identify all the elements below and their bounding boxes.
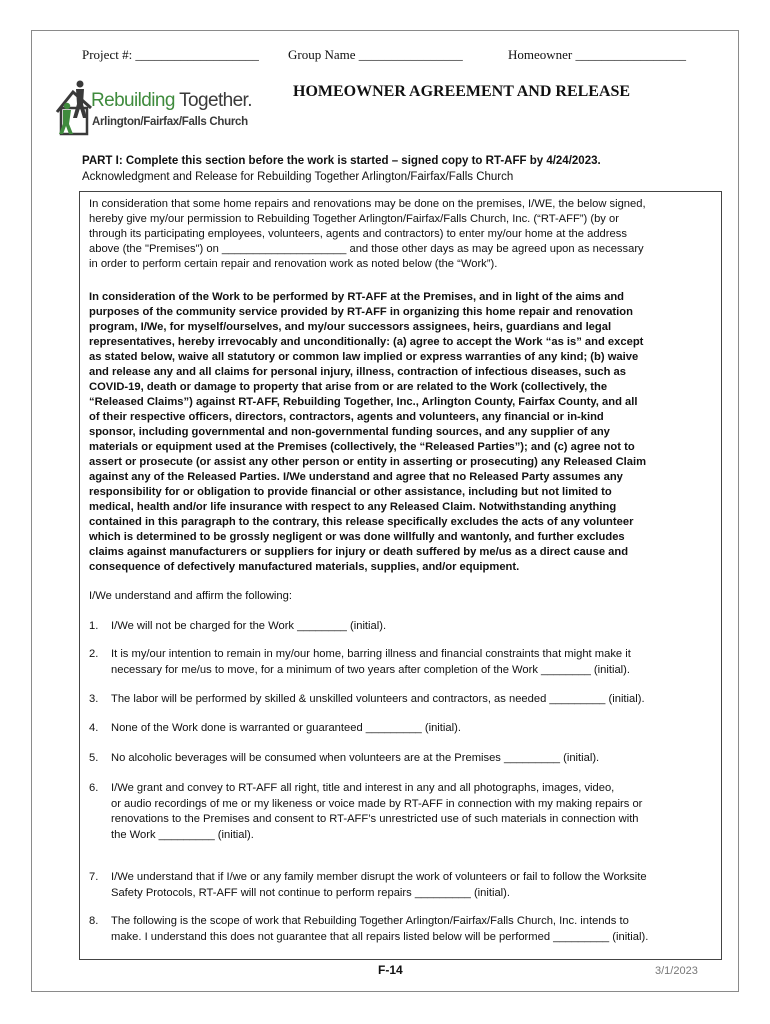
part1-subheading: Acknowledgment and Release for Rebuilding Together Arlington/Fairfax/Falls Church [82,171,514,183]
intro-line: through its participating employees, volunteers, agents and contractors) to enter my/our home at the address [89,228,627,240]
release-line: In consideration of the Work to be performed by RT-AFF at the Premises, and in light of the aims and [89,291,624,303]
form-code: F-14 [378,963,403,977]
item-text: I/We grant and convey to RT-AFF all right, title and interest in any and all photographs, images, video, [111,782,615,794]
release-paragraph [89,290,717,575]
release-line: materials or equipment used at the Premises (collectively, the “Released Parties”); and (c) agree not to [89,441,635,453]
item-number: 4. [89,722,99,734]
item-number: 2. [89,648,99,660]
item-text: the Work _________ (initial). [111,828,254,841]
item-text: No alcoholic beverages will be consumed when volunteers are at the Premises _________ (initial). [111,752,600,764]
release-line: assert or prosecute (or assist any other person or entity in asserting or prosecuting) any Released Claim [89,456,647,468]
release-line: which is determined to be grossly negligent or was done willfully and wantonly, and further excludes [89,531,625,543]
item-text: renovations to the Premises and consent to RT-AFF’s unrestricted use of such materials in connection with [111,813,639,825]
release-line: medical, health and/or life insurance with respect to any Released Claim. Notwithstanding anything [89,501,617,513]
release-line: of their respective officers, directors, contractors, agents and volunteers, any financial or in-kind [89,411,604,423]
item-text: The labor will be performed by skilled & unskilled volunteers and contractors, as needed _________ (initial). [111,693,645,705]
logo-word-rebuilding: Rebuilding [91,90,175,111]
item-text: Safety Protocols, RT-AFF will not continue to perform repairs _________ (initial). [111,886,510,899]
item-number: 5. [89,752,99,764]
release-line: representatives, hereby irrevocably and unconditionally: (a) agree to accept the Work “as is” and except [89,336,644,348]
item-number: 1. [89,620,99,632]
intro-line: above (the "Premises") on ____________________ and those other days as may be agreed upon as necessary [89,243,644,255]
item-text: I/We understand that if I/we or any family member disrupt the work of volunteers or fail to follow the Worksite [111,871,647,883]
item-text: make. I understand this does not guarantee that all repairs listed below will be performed _________ (initial). [111,930,649,943]
item-text: The following is the scope of work that Rebuilding Together Arlington/Fairfax/Falls Church, Inc. intends to [111,915,629,927]
intro-line: In consideration that some home repairs and renovations may be done on the premises, I/WE, the below signed, [89,198,646,210]
item-number: 6. [89,782,99,794]
release-line: “Released Claims”) against RT-AFF, Rebuilding Together, Inc., Arlington County, Fairfax County, and all [89,396,638,408]
release-line: program, I/We, for myself/ourselves, and my/our successors assignees, heirs, guardians and legal [89,321,612,333]
release-line: responsibility for or obligation to provide financial or other assistance, including but not limited to [89,486,612,498]
intro-line: hereby give my/our permission to Rebuilding Together Arlington/Fairfax/Falls Church, Inc. (“RT-AFF”) (by or [89,213,619,225]
release-line: sponsor, including governmental and non-governmental funding sources, and any supplier of any [89,426,610,438]
release-line: against any of the Released Parties. I/We understand and agree that no Released Party assumes any [89,471,623,483]
group-name-field: Group Name ________________ [288,47,463,62]
logo-subtitle: Arlington/Fairfax/Falls Church [92,116,248,128]
release-line: as stated below, waive all statutory or common law implied or express warranties of any kind; (b) waive [89,351,639,363]
affirm-statement: I/We understand and affirm the following: [89,590,292,602]
homeowner-field: Homeowner _________________ [508,47,687,62]
document-title: HOMEOWNER AGREEMENT AND RELEASE [293,83,631,100]
project-number-field: Project #: ___________________ [82,47,259,62]
item-text: None of the Work done is warranted or guaranteed _________ (initial). [111,722,461,734]
item-number: 7. [89,871,99,883]
logo-figure-head-1 [64,103,70,109]
item-text: or audio recordings of me or my likeness or voice made by RT-AFF in connection with my making repairs or [111,797,643,810]
logo-figure-head-2 [77,81,84,88]
release-line: COVID-19, death or damage to property that arise from or are related to the Work (collectively, the [89,381,608,393]
release-line: consequence of defectively manufactured materials, supplies, and/or equipment. [89,561,520,573]
intro-line: in order to perform certain repair and renovation work as noted below (the “Work”). [89,258,498,270]
item-number: 3. [89,693,99,705]
item-text: I/We will not be charged for the Work ________ (initial). [111,620,387,632]
release-line: claims against manufacturers or suppliers for injury or death suffered by me/us as a direct cause and [89,546,629,558]
logo-wordmark [91,90,252,112]
logo-word-together: Together. [179,90,252,111]
release-line: contained in this paragraph to the contrary, this release specifically excludes the acts of any volunteer [89,516,634,528]
release-line: and release any and all claims for personal injury, illness, contraction of infectious diseases, such as [89,366,626,378]
release-line: purposes of the community service provided by RT-AFF in organizing this home repair and renovation [89,306,633,318]
revision-date: 3/1/2023 [655,965,698,977]
part1-heading: PART I: Complete this section before the work is started – signed copy to RT-AFF by 4/24/2023. [82,155,601,167]
intro-paragraph [89,197,717,272]
item-number: 8. [89,915,99,927]
item-text: It is my/our intention to remain in my/our home, barring illness and financial constraints that might make it [111,648,631,660]
item-text: necessary for me/us to move, for a minimum of two years after completion of the Work ________ (initial). [111,663,630,676]
